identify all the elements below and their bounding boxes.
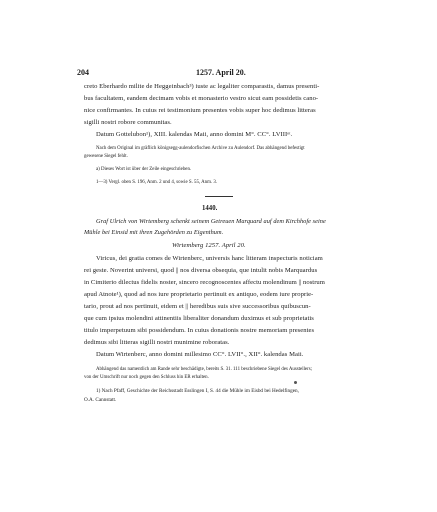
doc2-number: 1440. — [202, 205, 218, 212]
doc2-line-7: titulo imperpetuum sibi possidendum. In cuius donationis nostre memoriam presentes — [84, 327, 315, 334]
doc2-footnote-2: O.A. Cannstatt. — [84, 397, 117, 403]
doc1-line-2: bus facultatem, eandem decimam vobis et monasterio vestro sicut eam possidetis cano- — [84, 95, 319, 102]
doc2-regest-2: Mühle bei Einsid mit ihren Zugehörden zu Eigenthum. — [84, 229, 224, 236]
doc1-source-2: gewesene Siegel fehlt. — [84, 154, 128, 159]
doc1-line-1: creto Eberhardo milite de Heggeinbach³) iuste ac legaliter comparastis, damus presenti- — [84, 83, 320, 90]
doc2-footnote-1: 1) Nach Pfaff, Geschichte der Reichsstadt Esslingen I, S. 44 die Mühle im Eisbd bei Hedelfingen, — [96, 388, 299, 394]
doc1-footnote-a: a) Dieses Wort ist über der Zeile eingeschrieben. — [96, 167, 192, 172]
page-number: 204 — [77, 68, 89, 77]
doc2-source-1: Abhängend das namentlich am Rande sehr beschädigte, bereits S. 31. 111 beschriebene Siegel des Ausstellers; — [96, 367, 312, 372]
doc2-regest-1: Graf Ulrich von Wirtemberg schenkt seinem Getreuen Marquard auf dem Kirchhofe seine — [96, 218, 326, 225]
doc2-line-8: dedimus sibi litteras sigilli nostri munimine roboratas. — [84, 339, 230, 346]
doc1-line-5: Datum Gottelubon¹), XIII. kalendas Maii, anno domini M°. CC°. LVIIIᵒᵗ. — [96, 131, 293, 138]
doc2-line-5: tario, prout ad nos pertinuit, eidem et || heredibus suis sive successoribus quibuscun- — [84, 303, 311, 310]
doc2-source-2: von der Umschrift nur noch gegen den Schluss hin ER erhalten. — [84, 375, 209, 380]
doc1-footnote-1: 1—3) Vergl. oben S. 196, Anm. 2 und 4, sowie S. 55, Anm. 3. — [96, 180, 218, 185]
doc2-line-9: Datum Wirtenberc, anno domini millesimo CC°. LVII°., XII°. kalendas Maii. — [96, 351, 304, 358]
doc1-source-1: Nach dem Original im gräflich königsegg-aulendorfischen Archive zu Aulendorf. Das abhängend befestigt — [96, 146, 305, 151]
doc2-line-3: in Cimiterio dilectus fidelis noster, sincero recognoscentes affectu molendinum || nostrum — [84, 279, 325, 286]
doc1-line-3: nice confirmantes. In cuius rei testimonium presentes vobis super hoc dedimus litteras — [84, 107, 316, 114]
running-title: 1257. April 20. — [196, 68, 246, 77]
doc2-dateline: Wirtemberg 1257. April 20. — [172, 242, 246, 249]
doc2-line-2: rei geste. Noverint universi, quod || nos diversa obsequia, que intulit nobis Marquardus — [84, 267, 318, 274]
doc2-line-6: que cum ipsius molendini attinentiis liberaliter donandum duximus et sub proprietatis — [84, 315, 314, 322]
doc2-line-1: Viricus, dei gratia comes de Wirtenberc, universis hanc litteram inspecturis noticiam — [96, 255, 323, 262]
doc1-line-4: sigilli nostri robore communitas. — [84, 119, 172, 126]
separator-rule — [205, 196, 233, 197]
doc2-line-4: apud Atnote¹), quod ad nos iure proprietario pertinuit ex antiquo, eodem iure proprie- — [84, 291, 314, 298]
scan-speck — [294, 381, 297, 384]
